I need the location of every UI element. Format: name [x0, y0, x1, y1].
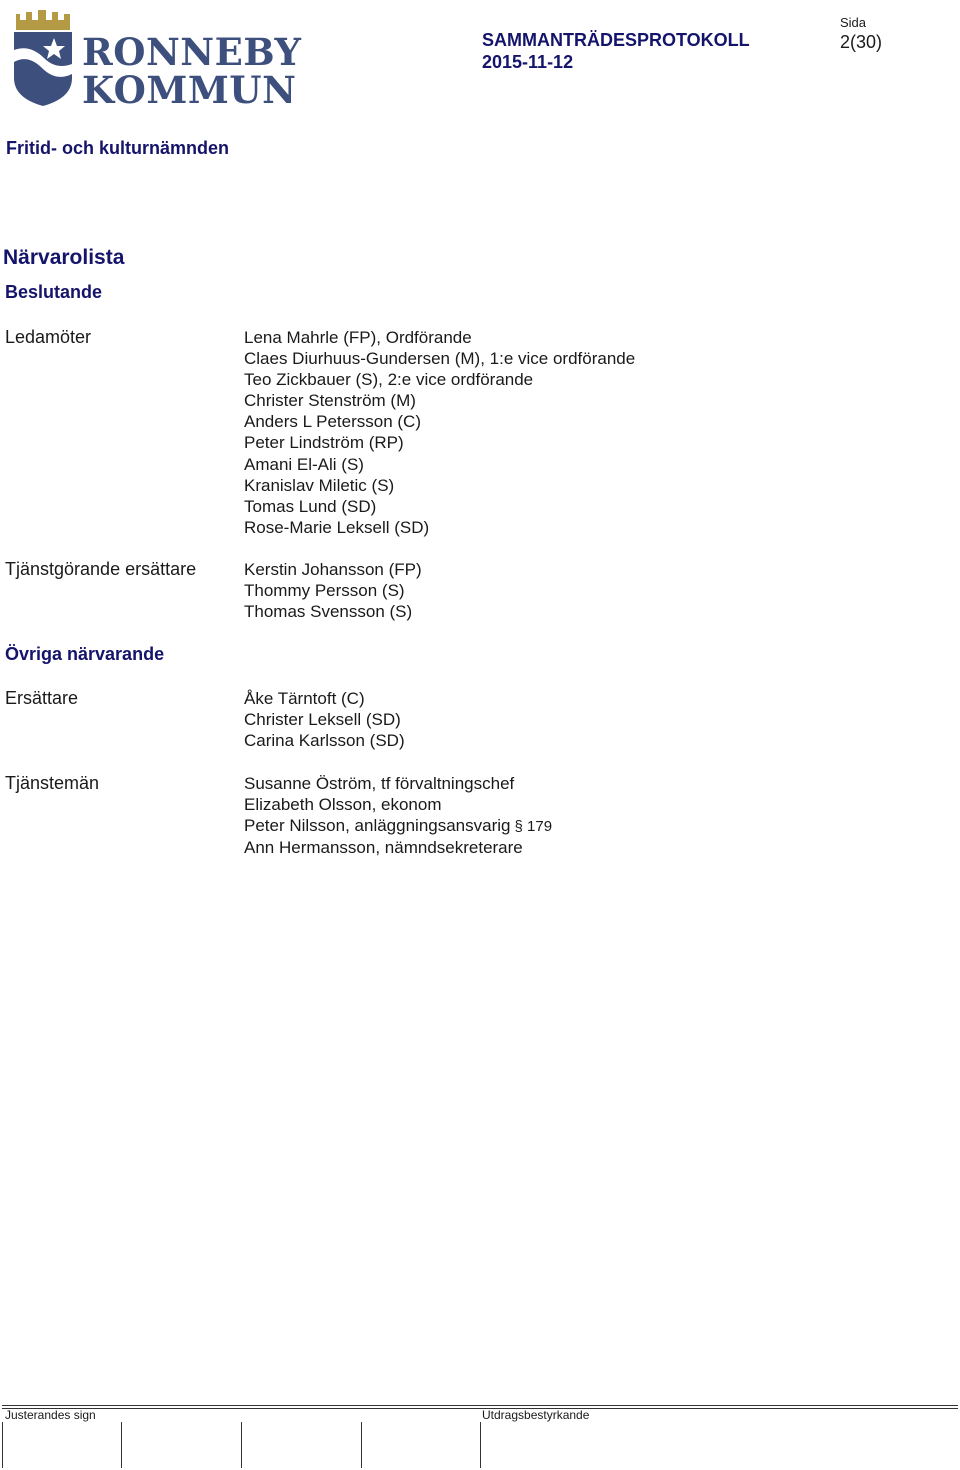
list-item: Lena Mahrle (FP), Ordförande [244, 328, 472, 347]
list-item [244, 815, 552, 837]
official-name: Elizabeth Olsson, ekonom [244, 795, 442, 815]
list-item: Christer Stenström (M) [244, 391, 416, 411]
committee-name: Fritid- och kulturnämnden [6, 138, 229, 158]
members-label: Ledamöter [5, 327, 92, 347]
footer-divider [2, 1405, 958, 1406]
list-item: Thommy Persson (S) [244, 581, 405, 601]
list-item: Carina Karlsson (SD) [244, 731, 405, 751]
substitutes-list [244, 688, 405, 751]
list-item [244, 837, 552, 858]
list-item: Kerstin Johansson (FP) [244, 560, 422, 579]
official-name: Ann Hermansson, nämndsekreterare [244, 838, 523, 858]
list-item: Amani El-Ali (S) [244, 454, 364, 474]
utdrag-label: Utdragsbestyrkande [482, 1408, 590, 1422]
attendance-heading: Närvarolista [3, 246, 125, 269]
justering-label: Justerandes sign [5, 1408, 96, 1422]
list-item: Anders L Petersson (C) [244, 412, 421, 432]
signature-box-divider [361, 1422, 362, 1468]
list-item [244, 794, 552, 815]
signature-box-divider [121, 1422, 122, 1468]
paragraph-reference: § 179 [514, 818, 553, 836]
ronneby-kommun-logo [10, 8, 302, 112]
signature-box-divider [241, 1422, 242, 1468]
serving-substitutes-list [244, 559, 422, 622]
serving-substitutes-label: Tjänstgörande ersättare [5, 559, 197, 579]
members-list [244, 327, 635, 538]
footer-divider [2, 1408, 958, 1409]
signature-box-divider [480, 1422, 481, 1468]
document-title: SAMMANTRÄDESPROTOKOLL [482, 30, 750, 50]
coat-of-arms-icon [10, 8, 80, 108]
list-item: Peter Lindström (RP) [244, 433, 404, 453]
list-item [244, 773, 552, 794]
page-label: Sida [840, 15, 867, 30]
page-number: 2(30) [840, 32, 883, 52]
others-present-heading: Övriga närvarande [5, 644, 165, 664]
substitutes-label: Ersättare [5, 688, 79, 708]
officials-label: Tjänstemän [5, 773, 100, 793]
decision-makers-heading: Beslutande [5, 282, 103, 302]
document-date: 2015-11-12 [482, 52, 574, 72]
signature-box-divider [2, 1422, 3, 1468]
official-name: Susanne Öström, tf förvaltningschef [244, 774, 515, 793]
list-item: Claes Diurhuus-Gundersen (M), 1:e vice ordförande [244, 349, 636, 369]
list-item: Åke Tärntoft (C) [244, 689, 365, 708]
list-item: Rose-Marie Leksell (SD) [244, 517, 430, 537]
list-item: Teo Zickbauer (S), 2:e vice ordförande [244, 370, 534, 390]
list-item: Kranislav Miletic (S) [244, 475, 395, 495]
official-name: Peter Nilsson, anläggningsansvarig [244, 816, 511, 836]
list-item: Christer Leksell (SD) [244, 710, 401, 730]
list-item: Thomas Svensson (S) [244, 602, 413, 622]
logo-text-ronneby: RONNEBY [82, 30, 302, 74]
officials-list [244, 773, 552, 858]
logo-text-kommun: KOMMUN [82, 68, 297, 112]
list-item: Tomas Lund (SD) [244, 496, 377, 516]
